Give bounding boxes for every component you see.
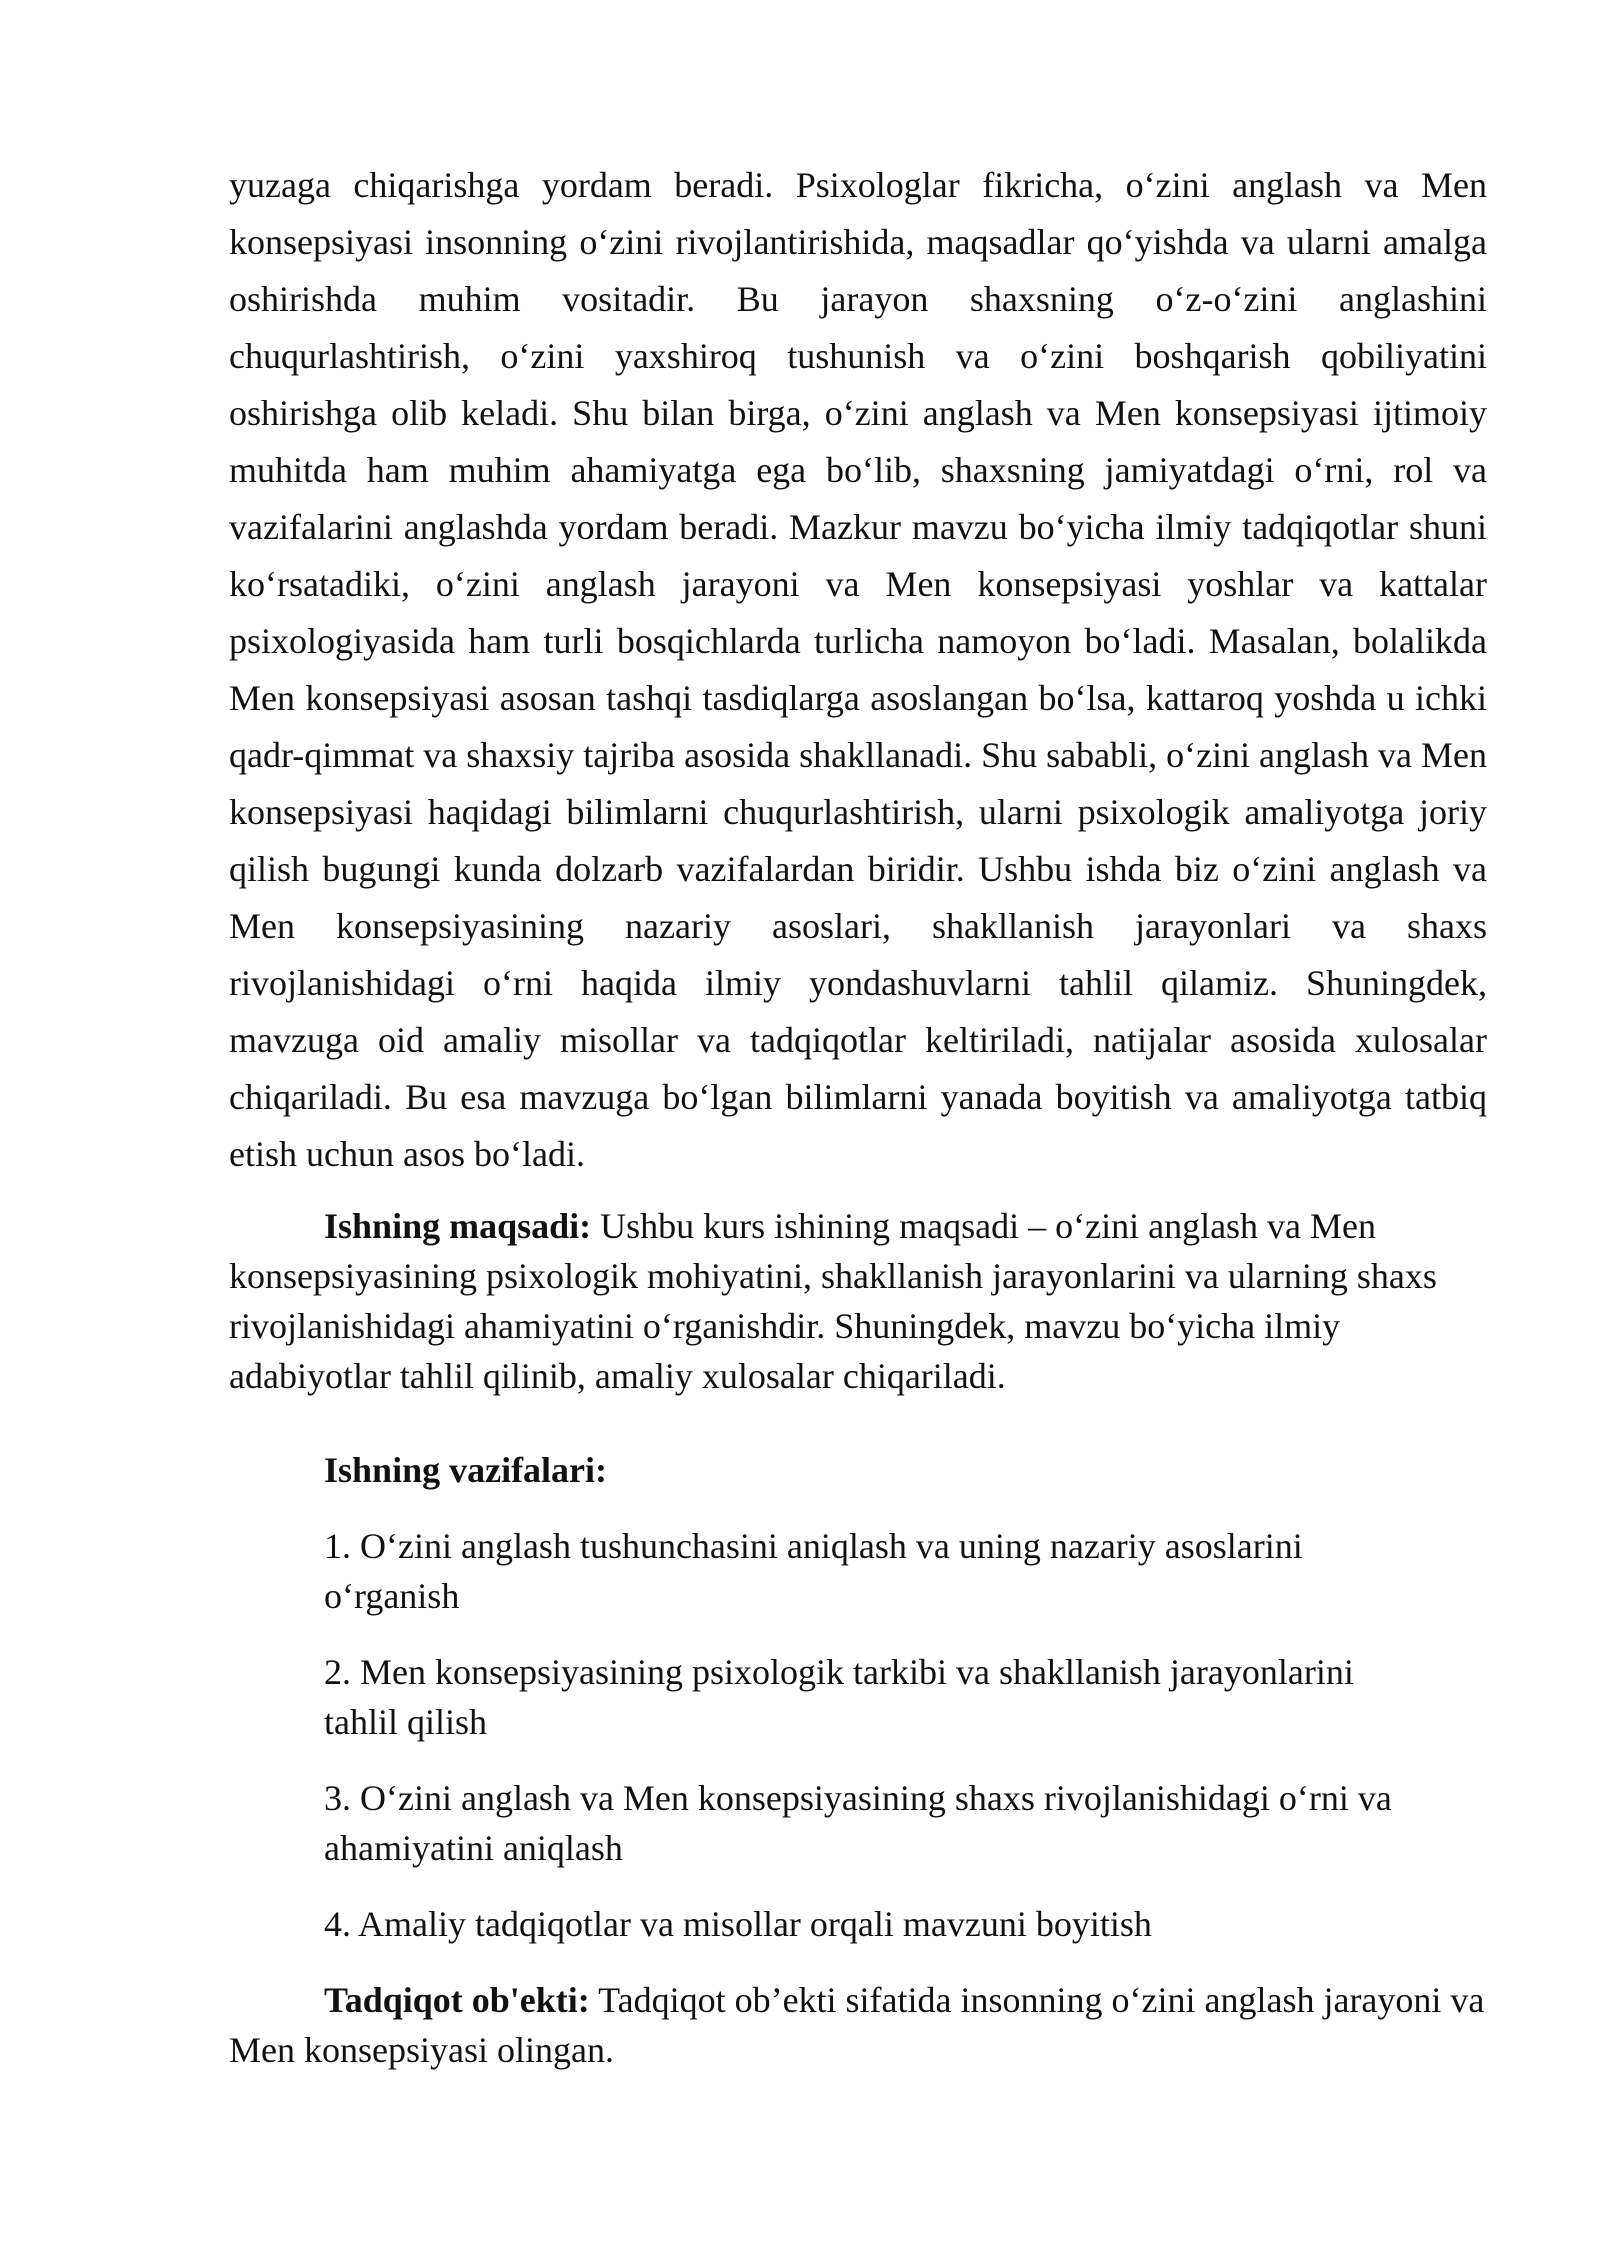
maqsad-text: Ushbu kurs ishining maqsadi – o‘zini anglash va Men konsepsiyasining psixologik mohiyatini, shakllanish jarayonlarini va ularning shaxs rivojlanishidagi ahamiyatini o‘rganishdir. Shuningdek, mavzu bo‘yicha ilmiy adabiyotlar tahlil qilinib, amaliy xulosalar chiqariladi. [229, 1206, 1437, 1396]
maqsad-paragraph [229, 1201, 1487, 1401]
list-item: 4. Amaliy tadqiqotlar va misollar orqali mavzuni boyitish [324, 1904, 1152, 1944]
obekt-text: Tadqiqot ob’ekti sifatida insonning o‘zini anglash jarayoni va Men konsepsiyasi olingan. [229, 1980, 1485, 2070]
vazifalar-list [324, 1521, 1404, 1949]
obekt-label: Tadqiqot ob'ekti: [324, 1980, 590, 2020]
list-item: 2. Men konsepsiyasining psixologik tarkibi va shakllanish jarayonlarini tahlil qilish [324, 1652, 1354, 1742]
page-content [229, 157, 1487, 2075]
list-item: 1. O‘zini anglash tushunchasini aniqlash va uning nazariy asoslarini o‘rganish [324, 1526, 1303, 1616]
list-item: 3. O‘zini anglash va Men konsepsiyasining shaxs rivojlanishidagi o‘rni va ahamiyatini aniqlash [324, 1778, 1392, 1868]
obekt-paragraph [229, 1975, 1487, 2075]
vazifalar-heading: Ishning vazifalari: [324, 1450, 608, 1490]
intro-paragraph: yuzaga chiqarishga yordam beradi. Psixologlar fikricha, o‘zini anglash va Men konsepsiyasi insonning o‘zini rivojlantirishida, maqsadlar qo‘yishda va ularni amalga oshirishda muhim vositadir. Bu jarayon shaxsning o‘z-o‘zini anglashini chuqurlashtirish, o‘zini yaxshiroq tushunish va o‘zini boshqarish qobiliyatini oshirishga olib keladi. Shu bilan birga, o‘zini anglash va Men konsepsiyasi ijtimoiy muhitda ham muhim ahamiyatga ega bo‘lib, shaxsning jamiyatdagi o‘rni, rol va vazifalarini anglashda yordam beradi. Mazkur mavzu bo‘yicha ilmiy tadqiqotlar shuni ko‘rsatadiki, o‘zini anglash jarayoni va Men konsepsiyasi yoshlar va kattalar psixologiyasida ham turli bosqichlarda turlicha namoyon bo‘ladi. Masalan, bolalikda Men konsepsiyasi asosan tashqi tasdiqlarga asoslangan bo‘lsa, kattaroq yoshda u ichki qadr-qimmat va shaxsiy tajriba asosida shakllanadi. Shu sababli, o‘zini anglash va Men konsepsiyasi haqidagi bilimlarni chuqurlashtirish, ularni psixologik amaliyotga joriy qilish bugungi kunda dolzarb vazifalardan biridir. Ushbu ishda biz o‘zini anglash va Men konsepsiyasining nazariy asoslari, shakllanish jarayonlari va shaxs rivojlanishidagi o‘rni haqida ilmiy yondashuvlarni tahlil qilamiz. Shuningdek, mavzuga oid amaliy misollar va tadqiqotlar keltiriladi, natijalar asosida xulosalar chiqariladi. Bu esa mavzuga bo‘lgan bilimlarni yanada boyitish va amaliyotga tatbiq etish uchun asos bo‘ladi. [229, 165, 1487, 1174]
maqsad-label: Ishning maqsadi: [324, 1206, 592, 1246]
